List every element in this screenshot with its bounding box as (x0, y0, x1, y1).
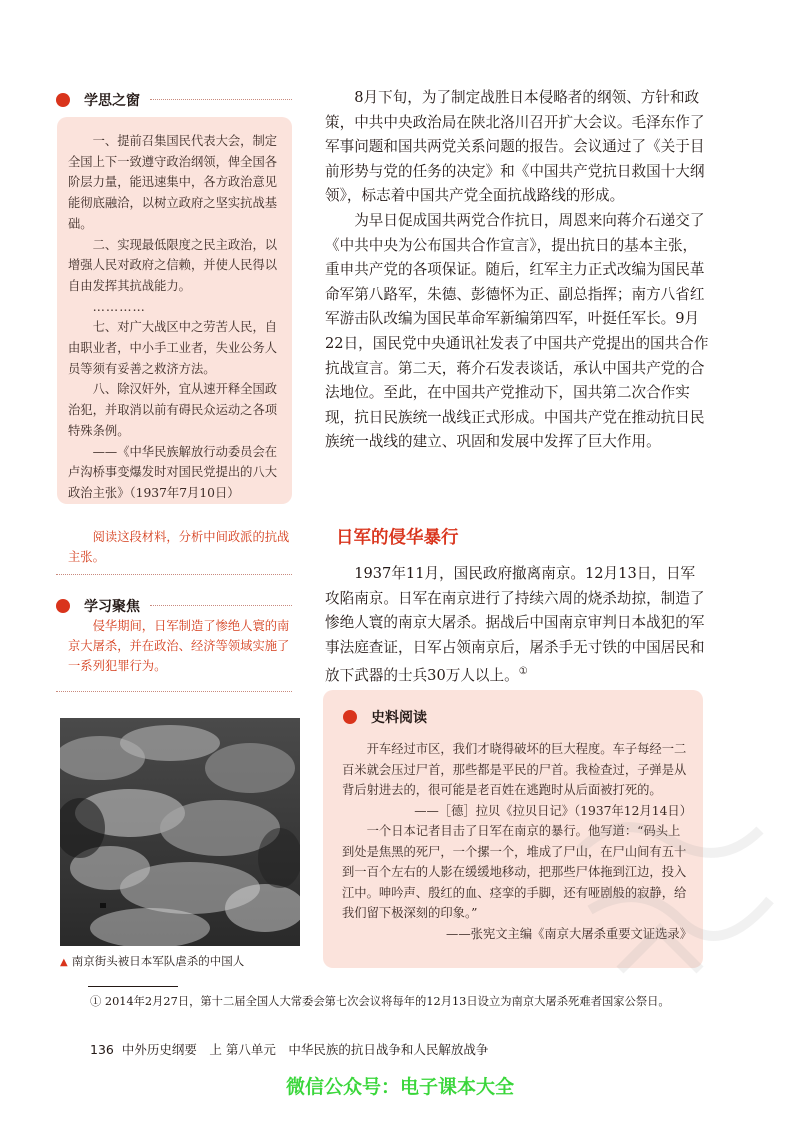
footer-text: 中外历史纲要 上 第八单元 中华民族的抗日战争和人民解放战争 (121, 1042, 489, 1057)
red-bullet-icon (343, 710, 357, 724)
think-ellipsis: ………… (92, 299, 146, 314)
think-paragraph: 八、除汉奸外，宜从速开释全国政治犯，并取消以前有碍民众运动之各项特殊条例。 (68, 382, 278, 438)
think-paragraph: 七、对广大战区中之劳苦人民，自由职业者，中小手工业者，失业公务人员等须有妥善之救济方法。 (68, 320, 278, 376)
photo-caption (60, 953, 244, 969)
footnote-ref[interactable]: ① (518, 666, 528, 678)
dotted-divider (56, 691, 292, 692)
think-source: ——《中华民族解放行动委员会在卢沟桥事变爆发时对国民党提出的八大政治主张》（1937年7月10日） (68, 444, 278, 500)
body-paragraph: 8月下旬，为了制定战胜日本侵略者的纲领、方针和政策，中共中央政治局在陕北洛川召开扩大会议。毛泽东作了军事问题和国共两党关系问题的报告。会议通过了《关于目前形势与党的任务的决定》和《中国共产党抗日救国十大纲领》，标志着中国共产党全面抗战路线的形成。 (325, 89, 705, 205)
atrocity-text (325, 562, 709, 689)
reading-source: ——［德］拉贝《拉贝日记》（1937年12月14日） (414, 803, 692, 818)
reading-source: ——张宪文主编《南京大屠杀重要文证选录》 (446, 926, 692, 941)
footnote: ① 2014年2月27日，第十二届全国人大常委会第七次会议将每年的12月13日设立为南京大屠杀死难者国家公祭日。 (90, 995, 670, 1008)
photo-caption-text: 南京街头被日本军队虐杀的中国人 (71, 954, 245, 968)
section-heading: 日军的侵华暴行 (336, 528, 459, 548)
think-paragraph: 二、实现最低限度之民主政治，以增强人民对政府之信赖，并使人民得以自由发挥其抗战能力。 (68, 237, 278, 293)
reading-section-header (343, 707, 427, 727)
focus-section-header (56, 596, 140, 616)
body-paragraph: 1937年11月，国民政府撤离南京。12月13日，日军攻陷南京。日军在南京进行了持续六周的烧杀劫掠，制造了惨绝人寰的南京大屠杀。据战后中国南京审判日本战犯的军事法庭查证，日军占领南京后，屠杀手无寸铁的中国居民和放下武器的士兵30万人以上。 (325, 565, 705, 685)
dotted-divider (150, 99, 292, 100)
focus-section-title: 学习聚焦 (84, 599, 140, 615)
think-question: 阅读这段材料，分析中间政派的抗战主张。 (68, 530, 290, 564)
wechat-banner: 微信公众号：电子课本大全 (285, 1076, 514, 1098)
dotted-divider (56, 574, 292, 575)
red-bullet-icon (56, 599, 70, 613)
reading-paragraph: 一个日本记者目击了日军在南京的暴行。他写道：“码头上到处是焦黑的死尸，一个摞一个，堆成了尸山，在尸山间有五十到一百个左右的人影在缓缓地移动，把那些尸体拖到江边，投入江中。呻吟声、殷红的血、痉挛的手脚，还有哑剧般的寂静，给我们留下极深刻的印象。” (342, 824, 687, 920)
page-footer (90, 1040, 488, 1058)
think-paragraph: 一、提前召集国民代表大会，制定全国上下一致遵守政治纲领，俾全国各阶层力量，能迅速集中，各方政治意见能彻底融洽，以树立政府之坚实抗战基础。 (68, 134, 278, 231)
reading-section-title: 史料阅读 (371, 710, 427, 726)
think-section-title: 学思之窗 (84, 93, 140, 109)
dotted-divider (150, 605, 292, 606)
think-section-header (56, 90, 140, 110)
red-bullet-icon (56, 93, 70, 107)
focus-text: 侵华期间，日军制造了惨绝人寰的南京大屠杀，并在政治、经济等领域实施了一系列犯罪行为。 (68, 619, 290, 673)
footnote-divider (88, 986, 178, 987)
reading-paragraph: 开车经过市区，我们才晓得破坏的巨大程度。车子每经一二百米就会压过尸首，那些都是平民的尸首。我检查过，子弹是从背后射进去的，很可能是老百姓在逃跑时从后面被打死的。 (342, 742, 687, 797)
body-paragraph: 为早日促成国共两党合作抗日，周恩来向蒋介石递交了《中共中央为公布国共合作宣言》，提出抗日的基本主张，重申共产党的各项保证。随后，红军主力正式改编为国民革命军第八路军，朱德、彭德怀为正、副总指挥；南方八省红军游击队改编为国民革命军新编第四军，叶挺任军长。9月22日，国民党中央通讯社发表了中国共产党提出的国共合作抗战宣言。第二天，蒋介石发表谈话，承认中国共产党的合法地位。至此，在中国共产党推动下，国共第二次合作实现，抗日民族统一战线正式形成。中国共产党在推动抗日民族统一战线的建立、巩固和发展中发挥了巨大作用。 (325, 211, 709, 451)
historical-photo (60, 718, 300, 946)
watermark-graphic (560, 790, 780, 990)
think-text (68, 131, 288, 504)
page-number: 136 (90, 1042, 114, 1057)
triangle-icon: ▲ (60, 957, 68, 968)
main-text (325, 86, 709, 455)
